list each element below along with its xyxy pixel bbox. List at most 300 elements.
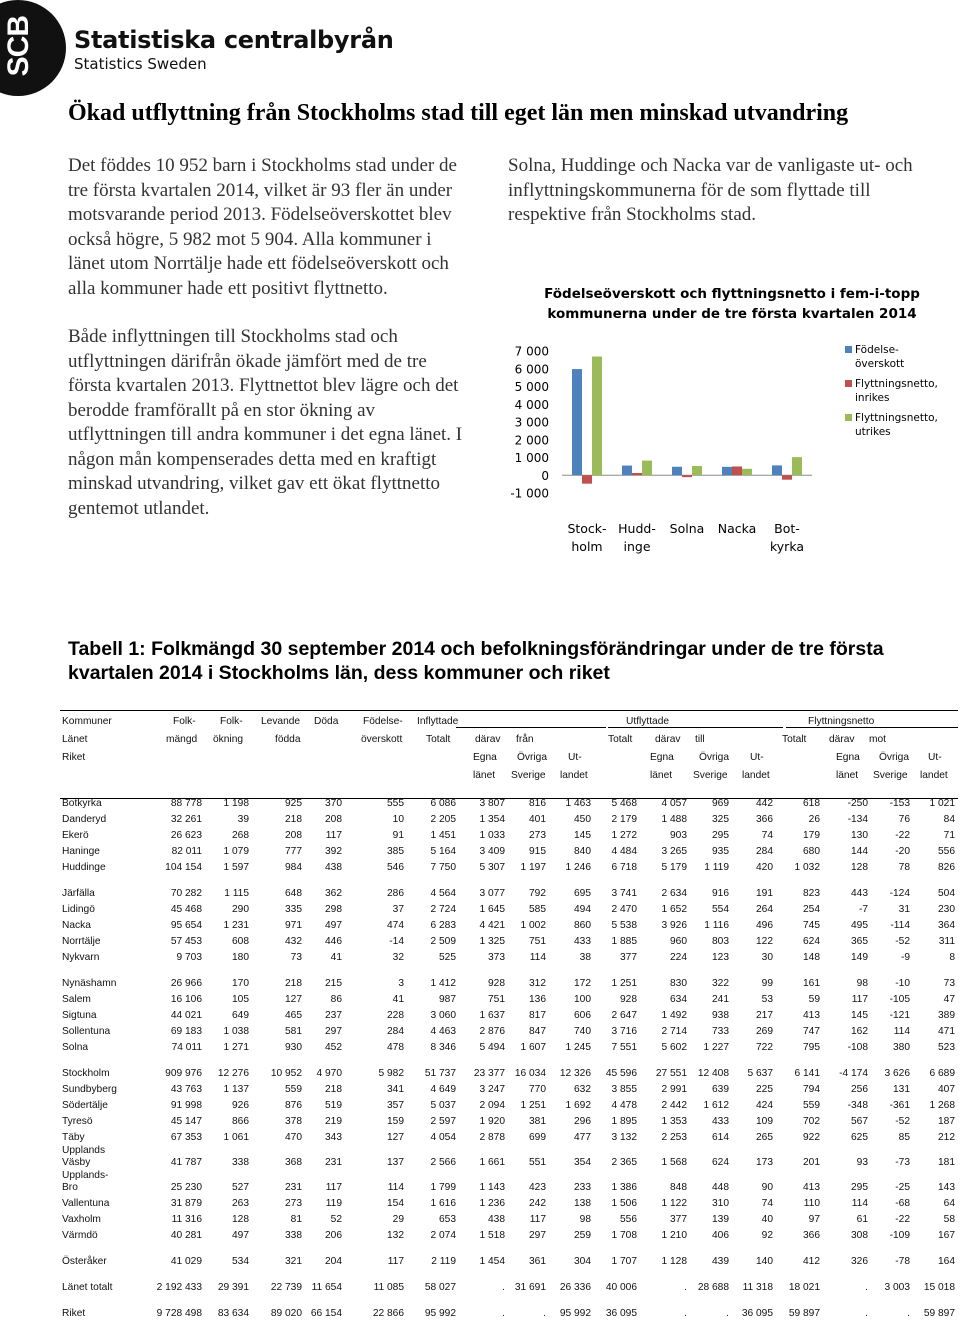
table-cell: -361 [889,1100,910,1111]
table-cell: 362 [325,888,342,899]
table-cell: 67 353 [170,1132,202,1143]
legend-label: Flyttningsnetto, [855,378,938,390]
legend-swatch-2 [845,414,852,421]
table-cell: 1 354 [479,814,505,825]
table-cell: 37 [392,904,404,915]
table-cell: 2 074 [430,1230,456,1241]
row-label: Upplands [62,1145,106,1156]
row-label: Tyresö [62,1116,93,1127]
table-cell: 138 [574,1198,591,1209]
table-cell: 443 [851,888,868,899]
header-lanet-sub-2: länet [836,770,859,781]
table-cell: 127 [285,994,302,1005]
table-cell: 130 [851,830,868,841]
table-cell: 987 [439,994,456,1005]
table-cell: 5 179 [661,862,687,873]
table-cell: 43 763 [170,1084,202,1095]
row-label: Upplands- [62,1170,109,1181]
table-cell: 326 [851,1256,868,1267]
table-row [60,1228,958,1244]
table-cell: 2 647 [611,1010,637,1021]
table-row [60,950,958,966]
table-cell: 83 634 [217,1308,249,1319]
table-cell: 1 895 [611,1116,637,1127]
table-cell: 928 [488,978,505,989]
table-cell: 95 654 [170,920,202,931]
table-cell: 265 [756,1132,773,1143]
header-ut-1: Ut- [750,752,764,763]
table-cell: . [502,1282,505,1293]
table-cell: 546 [387,862,404,873]
table-cell: 29 391 [217,1282,249,1293]
table-cell: 2 634 [661,888,687,899]
table-cell: 98 [856,978,868,989]
category-label: Nacka [717,521,757,536]
header-landet-2: landet [920,770,948,781]
table-cell: 131 [893,1084,910,1095]
table-cell: 218 [285,978,302,989]
table-cell: 1 002 [520,920,546,931]
table-cell: 1 079 [223,846,249,857]
table-cell: 2 991 [661,1084,687,1095]
table-cell: 1 488 [661,814,687,825]
table-cell: 1 236 [479,1198,505,1209]
row-label: Salem [62,994,91,1005]
table-row [60,1172,958,1196]
table-cell: 1 032 [794,862,820,873]
table-cell: 840 [574,846,591,857]
table-cell: 343 [325,1132,342,1143]
table-cell: 11 316 [171,1214,202,1225]
table-row [60,828,958,844]
table-cell: 132 [387,1230,404,1241]
table-cell: 354 [574,1157,591,1168]
table-cell: 3 265 [661,846,687,857]
table-cell: 745 [803,920,820,931]
table-cell: 2 119 [431,1256,456,1267]
table-row [60,1254,958,1270]
table-cell: 95 992 [559,1308,591,1319]
table-cell: 208 [285,830,302,841]
table-cell: 286 [387,888,404,899]
table-cell: 128 [232,1214,249,1225]
header-darav-in: därav [475,734,501,745]
header-egna-0: Egna [473,752,497,763]
table-cell: -108 [847,1042,868,1053]
y-tick-label: 3 000 [514,415,549,430]
table-cell: 438 [488,1214,505,1225]
table-cell: 73 [943,978,955,989]
table-cell: 816 [529,798,546,809]
header-inflyttade: Inflyttade [417,716,459,727]
table-cell: 179 [803,830,820,841]
table-cell: 242 [529,1198,546,1209]
legend-label: utrikes [855,426,891,438]
header-egna-1: Egna [650,752,674,763]
table-row [60,1066,958,1082]
table-cell: 76 [898,814,910,825]
table-cell: 4 649 [430,1084,456,1095]
table-cell: 8 346 [430,1042,456,1053]
table-cell: -250 [847,798,868,809]
table-cell: 4 970 [316,1068,342,1079]
table-cell: 551 [529,1157,546,1168]
table-cell: 847 [529,1026,546,1037]
table-cell: 1 506 [611,1198,637,1209]
table-cell: 59 897 [923,1308,955,1319]
table-cell: 1 597 [223,862,249,873]
table-cell: 29 [392,1214,404,1225]
table-cell: 412 [803,1256,820,1267]
table-cell: . [865,1282,868,1293]
table-cell: 915 [529,846,546,857]
table-cell: 58 027 [424,1282,456,1293]
header-landet-0: landet [560,770,588,781]
table-cell: 32 261 [170,814,202,825]
table-cell: 4 463 [430,1026,456,1037]
table-cell: 7 750 [430,862,456,873]
table-cell: 448 [712,1182,729,1193]
table-cell: 114 [893,1026,910,1037]
header-folk2: Folk- [220,716,243,727]
table-cell: 10 [392,814,404,825]
table-cell: 74 [761,1198,773,1209]
header-utflyttade: Utflyttade [626,716,670,727]
table-cell: 1 271 [223,1042,249,1053]
table-cell: 413 [803,1182,820,1193]
table-cell: 740 [574,1026,591,1037]
table-cell: 39 [237,814,249,825]
table-top-rule [60,710,958,711]
table-cell: 59 897 [788,1308,820,1319]
table-cell: 11 654 [311,1282,342,1293]
table-cell: 217 [756,1010,773,1021]
bar-3-0 [722,467,732,475]
table-cell: 53 [761,994,773,1005]
table-row [60,1098,958,1114]
table-cell: 618 [803,798,820,809]
row-label: Nacka [62,920,91,931]
scb-logo [0,0,400,100]
table-row [60,976,958,992]
y-tick-label: 4 000 [514,397,549,412]
bar-2-1 [682,475,692,477]
table-row [60,812,958,828]
table-cell: 495 [851,920,868,931]
table-cell: 3 807 [479,798,505,809]
paragraph-2: Både inflyttningen till Stockholms stad och utflyttningen därifrån ökade jämfört med de tre första kvartalen 2013. Flyttnettot blev lägre och det berodde framförallt på en stor ökning av utflyttningen till andra kommuner i det egna länet. I någon mån kompenserades detta med en kraftigt minskad utvandring, vilket gav ett ökat flyttnetto gentemot utlandet. [68,326,463,519]
table-cell: 140 [756,1256,773,1267]
table-cell: 2 878 [479,1132,505,1143]
header-levande: Levande [261,716,301,727]
table-cell: 1 198 [223,798,249,809]
header-folk: Folk- [173,716,196,727]
table-cell: 204 [325,1256,342,1267]
table-cell: 442 [756,798,773,809]
table-cell: 208 [325,814,342,825]
table-cell: -68 [895,1198,910,1209]
table-cell: 206 [325,1230,342,1241]
table-cell: 269 [756,1026,773,1037]
table-cell: 567 [851,1116,868,1127]
table-cell: 365 [851,936,868,947]
table-cell: 1 246 [565,862,591,873]
table-cell: 180 [232,952,249,963]
table-cell: 93 [856,1157,868,1168]
y-tick-label: 6 000 [514,362,549,377]
table-cell: 1 607 [520,1042,546,1053]
row-label: Haninge [62,846,100,857]
table-cell: 231 [285,1182,302,1193]
header-fodelse: Födelse- [363,716,403,727]
table-cell: 534 [232,1256,249,1267]
row-label: Riket [62,1308,86,1319]
table-cell: 241 [712,994,729,1005]
table-cell: 73 [290,952,302,963]
table-cell: 770 [529,1084,546,1095]
table-cell: 470 [285,1132,302,1143]
header-sverige-1: Sverige [693,770,728,781]
row-label: Södertälje [62,1100,108,1111]
table-cell: 117 [325,830,342,841]
table-cell: 264 [756,904,773,915]
table-cell: 6 141 [794,1068,820,1079]
table-cell: 2 192 433 [156,1282,202,1293]
category-label: holm [571,539,603,554]
table-cell: 273 [529,830,546,841]
table-cell: 3 409 [479,846,505,857]
table-cell: 2 597 [430,1116,456,1127]
table-cell: 122 [756,936,773,947]
table-cell: 496 [756,920,773,931]
table-cell: 3 003 [884,1282,910,1293]
table-cell: 1 708 [611,1230,637,1241]
table-cell: 3 626 [884,1068,910,1079]
table-cell: 187 [938,1116,955,1127]
table-cell: 109 [756,1116,773,1127]
table-cell: 373 [488,952,505,963]
table-cell: 114 [529,952,546,963]
table-cell: 606 [574,1010,591,1021]
table-cell: 407 [938,1084,955,1095]
scb-badge-text: SCB [2,16,35,77]
table-cell: 4 478 [611,1100,637,1111]
table-cell: 1 038 [223,1026,249,1037]
table-cell: 1 492 [661,1010,687,1021]
table-cell: -52 [895,1116,910,1127]
table-cell: 3 [398,978,404,989]
header-flyttningsnetto: Flyttningsnetto [808,716,875,727]
table-cell: 1 885 [611,936,637,947]
table-cell: 5 307 [479,862,505,873]
table-title: Tabell 1: Folkmängd 30 september 2014 och befolkningsförändringar under de tre första kvartalen 2014 i Stockholms län, dess kommuner och riket [68,638,884,684]
table-cell: 70 282 [170,888,202,899]
table-cell: 41 [392,994,404,1005]
table-cell: 6 086 [430,798,456,809]
table-cell: 525 [439,952,456,963]
table-cell: 145 [574,830,591,841]
table-cell: 2 253 [661,1132,687,1143]
table-cell: 935 [712,846,729,857]
table-cell: 751 [529,936,546,947]
table-cell: 380 [893,1042,910,1053]
scb-badge [0,0,66,96]
table-cell: 1 021 [929,798,955,809]
table-cell: 4 564 [430,888,456,899]
chart-title-line: Födelseöverskott och flyttningsnetto i fem-i-topp [544,286,920,302]
table-cell: 527 [232,1182,249,1193]
table-cell: 41 029 [170,1256,202,1267]
table-cell: 378 [285,1116,302,1127]
category-label: Stock- [567,521,607,536]
legend-label: inrikes [855,392,890,404]
table-cell: 960 [670,936,687,947]
table-cell: 100 [574,994,591,1005]
table-cell: 1 518 [479,1230,505,1241]
table-cell: 433 [574,936,591,947]
row-label: Nynäshamn [62,978,117,989]
table-cell: 2 179 [611,814,637,825]
table-cell: 817 [529,1010,546,1021]
table-cell: 40 [761,1214,773,1225]
bar-0-2 [592,357,602,476]
table-cell: -52 [895,936,910,947]
table-cell: 494 [574,904,591,915]
table-cell: 381 [529,1116,546,1127]
table-cell: 930 [285,1042,302,1053]
table-row [60,860,958,876]
table-cell: 446 [325,936,342,947]
table-cell: . [684,1308,687,1319]
table-cell: 44 021 [170,1010,202,1021]
bar-3-1 [732,466,742,475]
table-cell: 559 [285,1084,302,1095]
table-cell: 860 [574,920,591,931]
bar-4-1 [782,475,792,479]
table-cell: 357 [387,1100,404,1111]
table-cell: -73 [895,1157,910,1168]
legend-label: överskott [855,358,905,370]
bar-1-1 [632,473,642,475]
table-cell: 1 231 [223,920,249,931]
table-cell: 969 [712,798,729,809]
header-ovriga-1: Övriga [699,752,730,763]
table-cell: 1 612 [703,1100,729,1111]
table-cell: 477 [574,1132,591,1143]
table-cell: -22 [895,1214,910,1225]
table-cell: 5 538 [611,920,637,931]
table-cell: 259 [574,1230,591,1241]
row-label: Botkyrka [62,798,102,809]
table-cell: 777 [285,846,302,857]
table-cell: 1 033 [479,830,505,841]
table-cell: 4 484 [611,846,637,857]
row-label: Värmdö [62,1230,98,1241]
table-cell: 1 692 [565,1100,591,1111]
row-label: Österåker [62,1256,107,1267]
table-cell: 556 [938,846,955,857]
header-totalt-ut: Totalt [608,734,633,745]
table-cell: 585 [529,904,546,915]
legend-label: Flyttningsnetto, [855,412,938,424]
bar-4-0 [772,465,782,475]
table-cell: . [726,1308,729,1319]
table-cell: 1 920 [479,1116,505,1127]
table-row [60,1114,958,1130]
table-cell: 1 325 [479,936,505,947]
table-cell: 338 [285,1230,302,1241]
table-cell: 3 926 [661,920,687,931]
table-cell: 40 006 [605,1282,637,1293]
table-cell: 92 [761,1230,773,1241]
table-cell: 81 [290,1214,302,1225]
table-cell: -348 [847,1100,868,1111]
table-cell: 86 [330,994,342,1005]
table-cell: 31 879 [170,1198,202,1209]
table-cell: 1 661 [479,1157,505,1168]
table-row [60,796,958,812]
table-cell: 18 021 [788,1282,820,1293]
table-cell: 1 119 [704,862,729,873]
table-cell: 385 [387,846,404,857]
header-mot: mot [869,734,886,745]
table-cell: 2 876 [479,1026,505,1037]
table-row [60,992,958,1008]
table-cell: 1 251 [611,978,637,989]
table-cell: 1 197 [520,862,546,873]
header-ut-2: Ut- [928,752,942,763]
table-cell: 338 [232,1157,249,1168]
table-cell: -134 [847,814,868,825]
table-cell: 45 596 [605,1068,637,1079]
table-cell: 212 [938,1132,955,1143]
table-row [60,1196,958,1212]
table-cell: 52 [330,1214,342,1225]
table-cell: 471 [938,1026,955,1037]
header-sverige-0: Sverige [511,770,546,781]
row-label: Lidingö [62,904,95,915]
table-cell: 680 [803,846,820,857]
table-cell: 159 [387,1116,404,1127]
table-cell: 438 [325,862,342,873]
row-label: Täby [62,1132,85,1143]
table-cell: 3 060 [430,1010,456,1021]
table-cell: -114 [890,920,910,931]
table-cell: 231 [325,1157,342,1168]
table-cell: 2 205 [430,814,456,825]
table-row [60,1306,958,1322]
table-cell: 297 [325,1026,342,1037]
header-lanet: Länet [62,734,88,745]
table-cell: 452 [325,1042,342,1053]
table-row [60,918,958,934]
table-cell: 61 [856,1214,868,1225]
table-cell: 649 [232,1010,249,1021]
table-row [60,844,958,860]
header-darav-netto: därav [829,734,855,745]
table-cell: 16 106 [170,994,202,1005]
header-kommuner: Kommuner [62,716,112,727]
table-cell: 1 707 [611,1256,637,1267]
table-cell: 95 992 [424,1308,456,1319]
table-cell: 6 283 [430,920,456,931]
table-cell: 64 [943,1198,955,1209]
table-row [60,1040,958,1056]
table-cell: 903 [670,830,687,841]
table-cell: 91 [392,830,404,841]
table-cell: 74 [761,830,773,841]
table-cell: -78 [895,1256,910,1267]
